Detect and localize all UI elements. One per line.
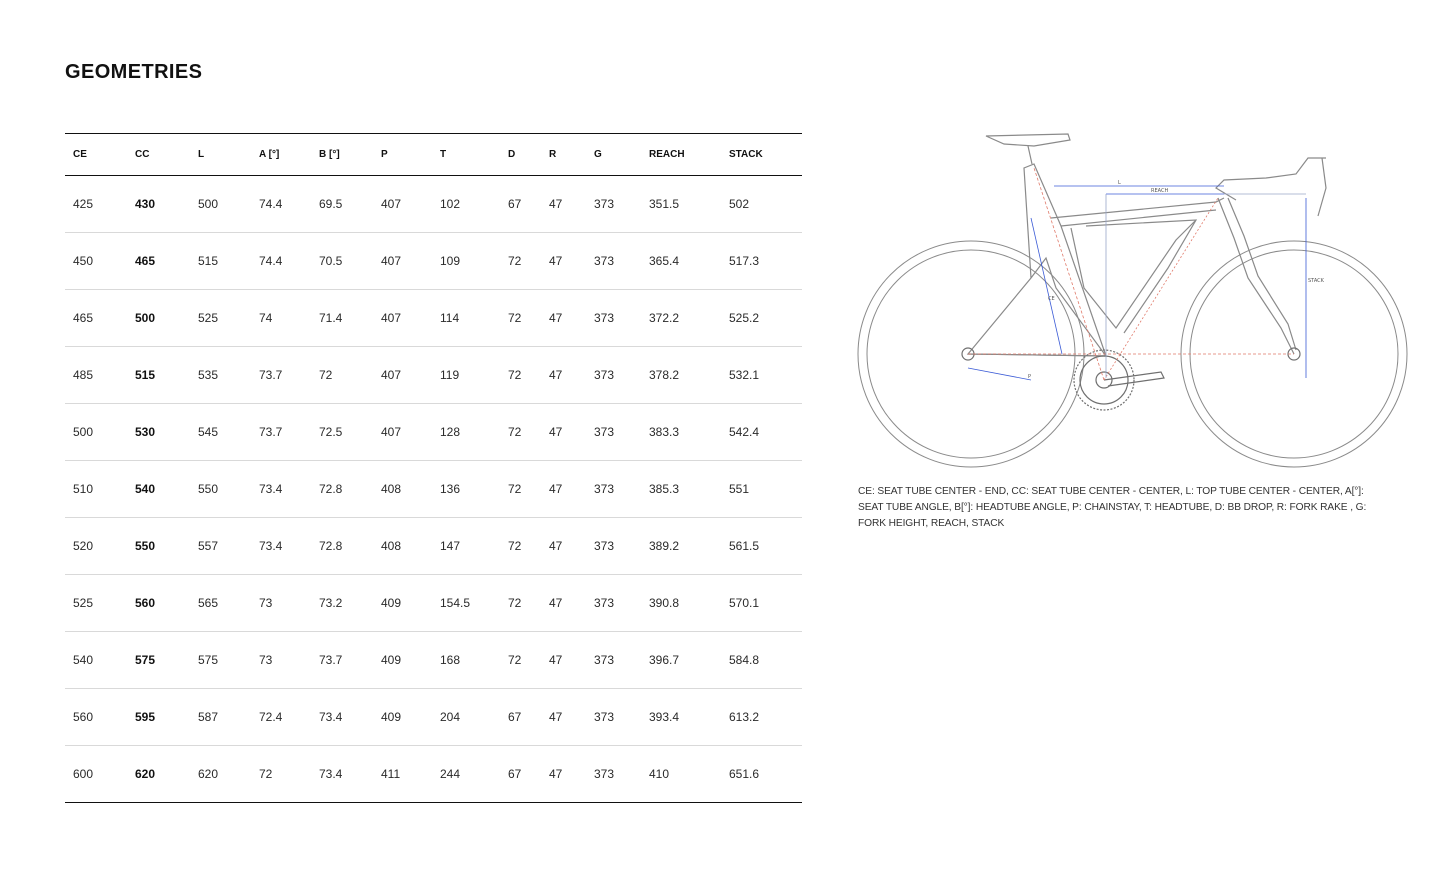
table-cell: 540 bbox=[65, 632, 127, 689]
column-header: T bbox=[432, 134, 500, 176]
table-cell: 530 bbox=[127, 404, 190, 461]
table-cell: 70.5 bbox=[311, 233, 373, 290]
table-row bbox=[65, 746, 802, 803]
column-header: G bbox=[586, 134, 641, 176]
table-cell: 550 bbox=[127, 518, 190, 575]
table-cell: 390.8 bbox=[641, 575, 721, 632]
table-cell: 351.5 bbox=[641, 176, 721, 233]
table-cell: 244 bbox=[432, 746, 500, 803]
table-cell: 73.2 bbox=[311, 575, 373, 632]
table-cell: 373 bbox=[586, 518, 641, 575]
table-cell: 72 bbox=[500, 404, 541, 461]
table-cell: 540 bbox=[127, 461, 190, 518]
table-cell: 74.4 bbox=[251, 176, 311, 233]
table-cell: 72.4 bbox=[251, 689, 311, 746]
table-cell: 389.2 bbox=[641, 518, 721, 575]
table-cell: 147 bbox=[432, 518, 500, 575]
column-header: REACH bbox=[641, 134, 721, 176]
table-cell: 373 bbox=[586, 233, 641, 290]
table-cell: 561.5 bbox=[721, 518, 802, 575]
table-row bbox=[65, 404, 802, 461]
table-cell: 69.5 bbox=[311, 176, 373, 233]
table-cell: 73.7 bbox=[251, 404, 311, 461]
table-cell: 525 bbox=[65, 575, 127, 632]
table-cell: 72.8 bbox=[311, 518, 373, 575]
table-row bbox=[65, 233, 802, 290]
table-cell: 73.4 bbox=[251, 518, 311, 575]
table-cell: 67 bbox=[500, 176, 541, 233]
table-cell: 373 bbox=[586, 404, 641, 461]
table-cell: 620 bbox=[190, 746, 251, 803]
table-cell: 72 bbox=[500, 632, 541, 689]
column-header: CE bbox=[65, 134, 127, 176]
table-cell: 502 bbox=[721, 176, 802, 233]
table-cell: 73 bbox=[251, 575, 311, 632]
table-cell: 47 bbox=[541, 404, 586, 461]
bike-geometry-diagram bbox=[856, 128, 1410, 472]
column-header: A [°] bbox=[251, 134, 311, 176]
table-cell: 47 bbox=[541, 461, 586, 518]
table-cell: 409 bbox=[373, 632, 432, 689]
table-row bbox=[65, 347, 802, 404]
table-cell: 72 bbox=[500, 347, 541, 404]
table-cell: 407 bbox=[373, 290, 432, 347]
table-cell: 136 bbox=[432, 461, 500, 518]
table-cell: 47 bbox=[541, 518, 586, 575]
table-body bbox=[65, 176, 802, 803]
bike-frame bbox=[968, 134, 1326, 356]
table-cell: 385.3 bbox=[641, 461, 721, 518]
table-cell: 373 bbox=[586, 461, 641, 518]
geometry-table bbox=[65, 133, 802, 803]
table-row bbox=[65, 290, 802, 347]
table-cell: 545 bbox=[190, 404, 251, 461]
table-cell: 517.3 bbox=[721, 233, 802, 290]
table-cell: 409 bbox=[373, 575, 432, 632]
table-cell: 560 bbox=[127, 575, 190, 632]
table-cell: 373 bbox=[586, 746, 641, 803]
table-cell: 407 bbox=[373, 347, 432, 404]
crankset bbox=[962, 348, 1300, 410]
ce-label: CE bbox=[1048, 296, 1055, 302]
table-cell: 72 bbox=[500, 461, 541, 518]
table-cell: 73.4 bbox=[311, 746, 373, 803]
table-cell: 595 bbox=[127, 689, 190, 746]
table-cell: 500 bbox=[190, 176, 251, 233]
table-cell: 600 bbox=[65, 746, 127, 803]
table-cell: 168 bbox=[432, 632, 500, 689]
table-cell: 485 bbox=[65, 347, 127, 404]
table-cell: 525 bbox=[190, 290, 251, 347]
table-cell: 378.2 bbox=[641, 347, 721, 404]
table-cell: 114 bbox=[432, 290, 500, 347]
table-cell: 613.2 bbox=[721, 689, 802, 746]
table-cell: 450 bbox=[65, 233, 127, 290]
table-cell: 373 bbox=[586, 290, 641, 347]
table-cell: 73.7 bbox=[311, 632, 373, 689]
table-cell: 584.8 bbox=[721, 632, 802, 689]
table-cell: 373 bbox=[586, 632, 641, 689]
table-cell: 72 bbox=[500, 575, 541, 632]
table-cell: 407 bbox=[373, 404, 432, 461]
table-cell: 72 bbox=[500, 518, 541, 575]
table-cell: 47 bbox=[541, 347, 586, 404]
column-header: L bbox=[190, 134, 251, 176]
table-cell: 47 bbox=[541, 290, 586, 347]
table-cell: 47 bbox=[541, 632, 586, 689]
table-cell: 67 bbox=[500, 746, 541, 803]
table-cell: 383.3 bbox=[641, 404, 721, 461]
table-cell: 373 bbox=[586, 575, 641, 632]
table-cell: 373 bbox=[586, 689, 641, 746]
geometry-lines bbox=[968, 168, 1306, 380]
column-header: R bbox=[541, 134, 586, 176]
column-header: STACK bbox=[721, 134, 802, 176]
table-cell: 102 bbox=[432, 176, 500, 233]
table-cell: 73.7 bbox=[251, 347, 311, 404]
l-label: L bbox=[1118, 180, 1121, 186]
table-header-row bbox=[65, 134, 802, 176]
table-cell: 204 bbox=[432, 689, 500, 746]
table-cell: 525.2 bbox=[721, 290, 802, 347]
table-cell: 535 bbox=[190, 347, 251, 404]
table-cell: 74 bbox=[251, 290, 311, 347]
table-cell: 393.4 bbox=[641, 689, 721, 746]
table-cell: 465 bbox=[127, 233, 190, 290]
table-cell: 71.4 bbox=[311, 290, 373, 347]
table-cell: 520 bbox=[65, 518, 127, 575]
table-cell: 425 bbox=[65, 176, 127, 233]
diagram-labels bbox=[1028, 180, 1325, 380]
table-cell: 109 bbox=[432, 233, 500, 290]
table-cell: 47 bbox=[541, 176, 586, 233]
table-cell: 373 bbox=[586, 176, 641, 233]
table-row bbox=[65, 518, 802, 575]
table-cell: 47 bbox=[541, 689, 586, 746]
table-cell: 410 bbox=[641, 746, 721, 803]
table-cell: 430 bbox=[127, 176, 190, 233]
page-title: GEOMETRIES bbox=[65, 61, 203, 83]
table-cell: 67 bbox=[500, 689, 541, 746]
table-cell: 407 bbox=[373, 176, 432, 233]
column-header: D bbox=[500, 134, 541, 176]
table-row bbox=[65, 575, 802, 632]
table-cell: 651.6 bbox=[721, 746, 802, 803]
table-cell: 407 bbox=[373, 233, 432, 290]
table-cell: 500 bbox=[65, 404, 127, 461]
table-row bbox=[65, 689, 802, 746]
table-cell: 560 bbox=[65, 689, 127, 746]
table-cell: 465 bbox=[65, 290, 127, 347]
column-header: P bbox=[373, 134, 432, 176]
table-cell: 411 bbox=[373, 746, 432, 803]
table-cell: 73.4 bbox=[311, 689, 373, 746]
table-cell: 73 bbox=[251, 632, 311, 689]
table-cell: 365.4 bbox=[641, 233, 721, 290]
table-cell: 72 bbox=[500, 233, 541, 290]
table-cell: 72.5 bbox=[311, 404, 373, 461]
table-cell: 119 bbox=[432, 347, 500, 404]
table-cell: 550 bbox=[190, 461, 251, 518]
table-cell: 620 bbox=[127, 746, 190, 803]
table-cell: 510 bbox=[65, 461, 127, 518]
p-label: P bbox=[1028, 374, 1032, 380]
table-cell: 72 bbox=[500, 290, 541, 347]
table-cell: 557 bbox=[190, 518, 251, 575]
table-cell: 47 bbox=[541, 233, 586, 290]
table-cell: 47 bbox=[541, 746, 586, 803]
table-cell: 575 bbox=[127, 632, 190, 689]
table-row bbox=[65, 461, 802, 518]
stack-label: STACK bbox=[1308, 278, 1324, 284]
table-row bbox=[65, 176, 802, 233]
table-cell: 72 bbox=[311, 347, 373, 404]
table-cell: 74.4 bbox=[251, 233, 311, 290]
table-cell: 73.4 bbox=[251, 461, 311, 518]
table-cell: 551 bbox=[721, 461, 802, 518]
table-cell: 396.7 bbox=[641, 632, 721, 689]
table-cell: 128 bbox=[432, 404, 500, 461]
geometry-legend: CE: SEAT TUBE CENTER - END, CC: SEAT TUBE CENTER - CENTER, L: TOP TUBE CENTER - CENTER, A[°]: SEAT TUBE ANGLE, B[°]: HEADTUBE ANGLE, P: CHAINSTAY, T: HEADTUBE, D: BB DROP, R: FORK RAKE , G: FORK HEIGHT, REACH, STACK bbox=[858, 486, 1367, 529]
table-cell: 515 bbox=[127, 347, 190, 404]
table-cell: 587 bbox=[190, 689, 251, 746]
table-cell: 408 bbox=[373, 518, 432, 575]
table-cell: 500 bbox=[127, 290, 190, 347]
reach-label: REACH bbox=[1151, 188, 1169, 194]
table-cell: 515 bbox=[190, 233, 251, 290]
table-cell: 372.2 bbox=[641, 290, 721, 347]
table-cell: 532.1 bbox=[721, 347, 802, 404]
table-cell: 72.8 bbox=[311, 461, 373, 518]
table-cell: 47 bbox=[541, 575, 586, 632]
table-cell: 154.5 bbox=[432, 575, 500, 632]
column-header: CC bbox=[127, 134, 190, 176]
table-row bbox=[65, 632, 802, 689]
table-cell: 72 bbox=[251, 746, 311, 803]
table-cell: 570.1 bbox=[721, 575, 802, 632]
table-cell: 409 bbox=[373, 689, 432, 746]
table-cell: 575 bbox=[190, 632, 251, 689]
table-cell: 542.4 bbox=[721, 404, 802, 461]
table-cell: 373 bbox=[586, 347, 641, 404]
table-cell: 565 bbox=[190, 575, 251, 632]
column-header: B [°] bbox=[311, 134, 373, 176]
table-cell: 408 bbox=[373, 461, 432, 518]
